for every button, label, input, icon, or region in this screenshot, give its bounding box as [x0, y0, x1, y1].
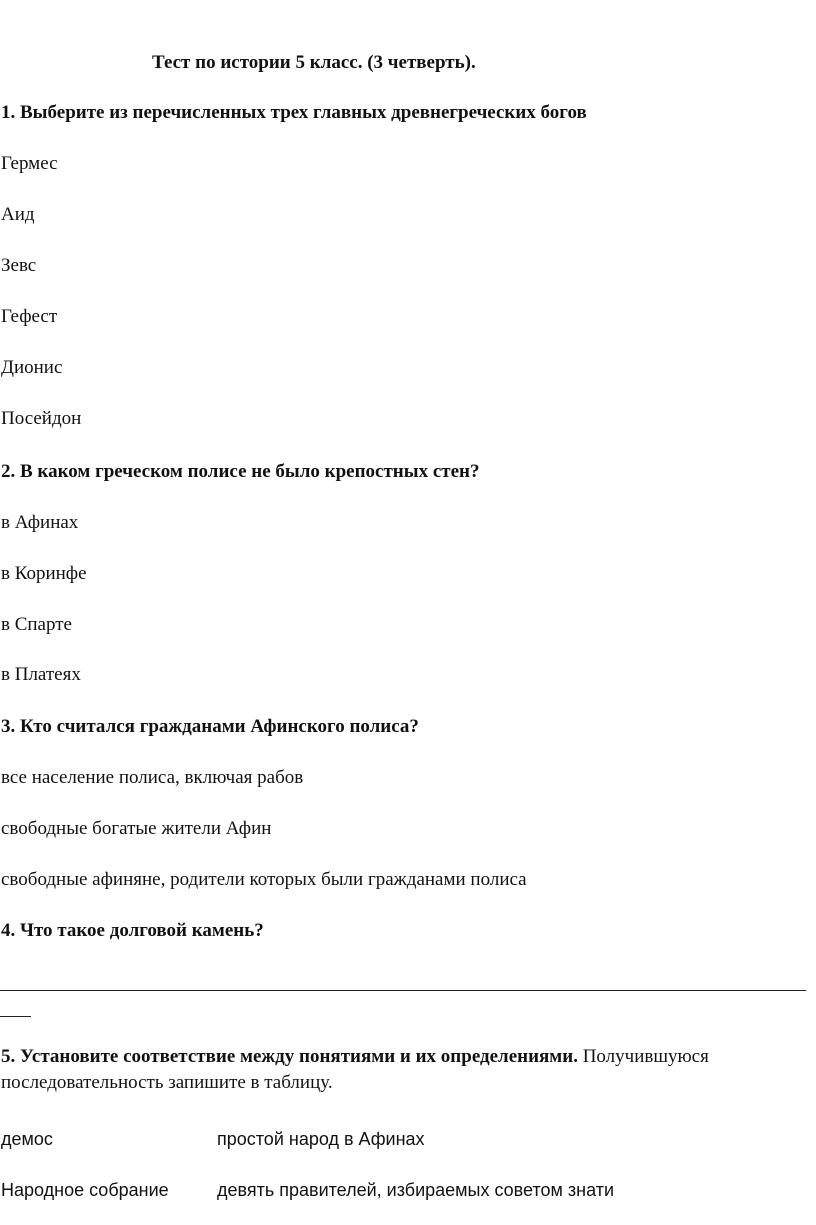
- q3-option: все население полиса, включая рабов: [1, 767, 304, 788]
- question-4: 4. Что такое долговой камень?: [1, 920, 264, 941]
- q2-option: в Афинах: [1, 512, 79, 533]
- question-1: 1. Выберите из перечисленных трех главных древнегреческих богов: [1, 102, 587, 123]
- q1-option: Посейдон: [1, 408, 82, 429]
- question-5-line2: последовательность запишите в таблицу.: [1, 1072, 333, 1093]
- q2-option: в Коринфе: [1, 563, 87, 584]
- q1-option: Аид: [1, 204, 35, 225]
- match-row: [1, 1128, 425, 1150]
- match-definition: простой народ в Афинах: [217, 1129, 425, 1149]
- answer-line-end: [0, 1016, 31, 1017]
- question-3: 3. Кто считался гражданами Афинского полиса?: [1, 716, 419, 737]
- q1-option: Зевс: [1, 255, 37, 276]
- match-term: демос: [1, 1129, 53, 1149]
- q2-option: в Спарте: [1, 614, 72, 635]
- match-term: Народное собрание: [1, 1180, 169, 1200]
- question-5-bold: 5. Установите соответствие между понятиями и их определениями.: [1, 1046, 578, 1067]
- question-2: 2. В каком греческом полисе не было крепостных стен?: [1, 461, 480, 482]
- q3-option: свободные богатые жители Афин: [1, 818, 272, 839]
- q1-option: Дионис: [1, 357, 63, 378]
- page-title: Тест по истории 5 класс. (3 четверть).: [152, 52, 476, 73]
- answer-line: [0, 990, 806, 991]
- q2-option: в Платеях: [1, 664, 81, 685]
- question-5: [1, 1046, 709, 1068]
- q1-option: Гефест: [1, 306, 58, 327]
- question-5-rest: Получившуюся: [577, 1046, 709, 1067]
- match-definition: девять правителей, избираемых советом знати: [217, 1180, 614, 1200]
- q1-option: Гермес: [1, 153, 58, 174]
- match-row: [1, 1179, 614, 1201]
- q3-option: свободные афиняне, родители которых были гражданами полиса: [1, 869, 527, 890]
